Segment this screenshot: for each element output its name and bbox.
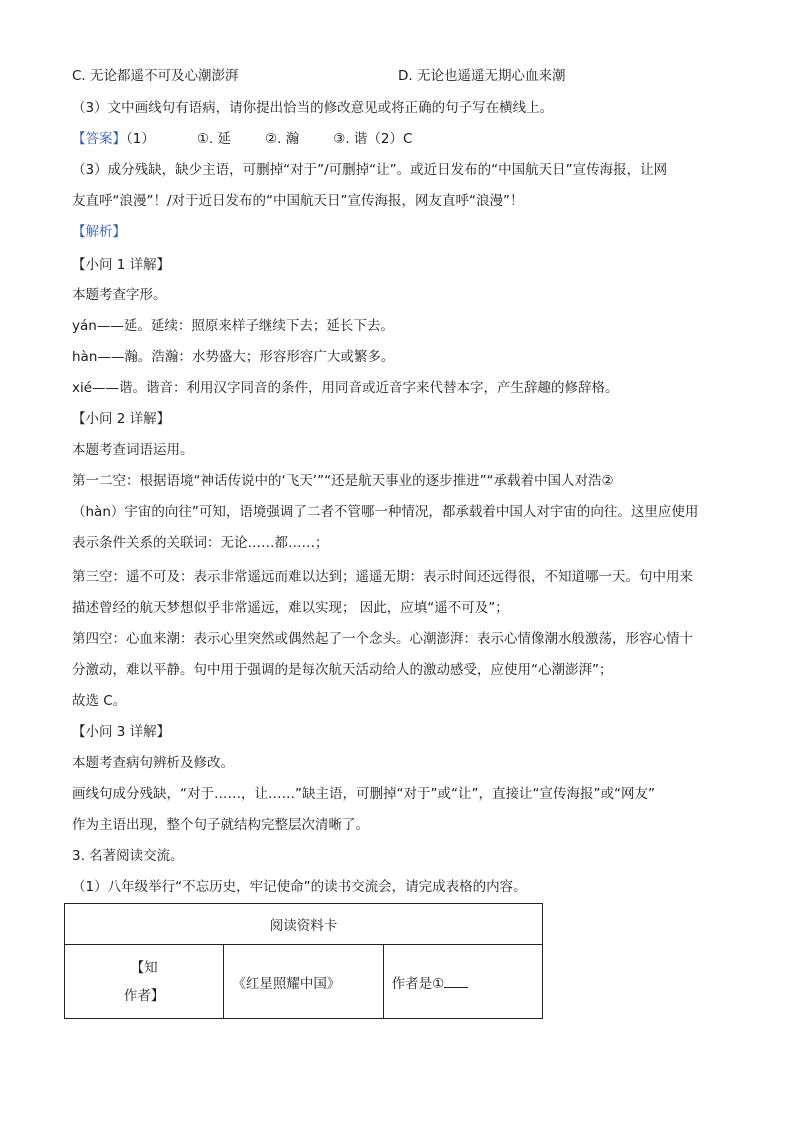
answer-item1: ①. 延 <box>196 131 232 147</box>
q3-section-prompt: （1）八年级举行“不忘历史，牢记使命”的读书交流会，请完成表格的内容。 <box>72 879 527 895</box>
sub3-line: 作为主语出现，整个句子就结构完整层次清晰了。 <box>72 817 369 833</box>
sub1-line: hàn——瀚。浩瀚：水势盛大；形容形容广大或繁多。 <box>72 349 395 365</box>
option-d: D. 无论也遥遥无期心血来潮 <box>398 68 566 84</box>
card-row-label-line1: 【知 <box>130 959 158 976</box>
sub3-line: 本题考查病句辨析及修改。 <box>72 755 234 771</box>
sub1-line: yán——延。延续：照原来样子继续下去；延长下去。 <box>72 318 394 334</box>
card-row-label <box>65 945 224 1019</box>
card-book-title: 《红星照耀中国》 <box>224 945 383 1019</box>
answer-label: 【答案】 <box>72 131 126 147</box>
sub1-line: 本题考查字形。 <box>72 287 167 303</box>
card-author-cell <box>383 945 542 1019</box>
sub2-line: 第一二空：根据语境“神话传说中的‘飞天’”“还是航天事业的逐步推进”“承载着中国人对浩② <box>72 473 614 489</box>
reading-card-table <box>64 903 543 1019</box>
q3-prompt: （3）文中画线句有语病，请你提出恰当的修改意见或将正确的句子写在横线上。 <box>72 100 554 116</box>
sub2-line: （hàn）宇宙的向往”可知，语境强调了二者不管哪一种情况，都承载着中国人对宇宙的向往。这里应使用 <box>72 504 699 520</box>
sub1-heading: 【小问 1 详解】 <box>72 257 171 273</box>
sub2-line: 第三空：遥不可及：表示非常遥远而难以达到；遥遥无期：表示时间还远得很，不知道哪一天。句中用来 <box>72 569 693 585</box>
sub2-line: 第四空：心血来潮：表示心里突然或偶然起了一个念头。心潮澎湃：表示心情像潮水般激荡，形容心情十 <box>72 631 693 647</box>
card-row-label-line2: 作者】 <box>123 987 165 1004</box>
answer-item3: ③. 谐（2）C <box>333 131 413 147</box>
option-c: C. 无论都遥不可及心潮澎湃 <box>72 68 239 84</box>
sub1-line: xié——谐。谐音：利用汉字同音的条件，用同音或近音字来代替本字，产生辞趣的修辞格。 <box>72 380 619 396</box>
q3-section-title: 3. 名著阅读交流。 <box>72 848 184 864</box>
card-title: 阅读资料卡 <box>65 904 543 945</box>
answer-line-3: 友直呼“浪漫”！/对于近日发布的“中国航天日”宣传海报，网友直呼“浪漫”！ <box>72 193 524 209</box>
sub2-line: 表示条件关系的关联词：无论……都……； <box>72 535 329 551</box>
sub3-line: 画线句成分残缺，“对于……，让……”缺主语，可删掉“对于”或“让”，直接让“宣传海报”或“网友” <box>72 786 655 802</box>
analysis-label: 【解析】 <box>72 224 126 240</box>
sub2-line: 本题考查词语运用。 <box>72 442 194 458</box>
card-author-prefix: 作者是① <box>391 975 445 992</box>
answer-line <box>72 129 412 149</box>
sub2-line: 分激动，难以平静。句中用于强调的是每次航天活动给人的激动感受，应使用“心潮澎湃”； <box>72 662 613 678</box>
answer-part1: （1） <box>126 131 155 147</box>
answer-item2: ②. 瀚 <box>265 131 300 147</box>
author-answer-blank[interactable] <box>444 973 468 988</box>
answer-line-2: （3）成分残缺，缺少主语，可删掉“对于”/可删掉“让”。或近日发布的“中国航天日”宣传海报，让网 <box>72 162 668 178</box>
sub2-heading: 【小问 2 详解】 <box>72 411 171 427</box>
sub3-heading: 【小问 3 详解】 <box>72 724 171 740</box>
sub2-line: 描述曾经的航天梦想似乎非常遥远，难以实现； 因此，应填“遥不可及”； <box>72 600 509 616</box>
sub2-line: 故选 C。 <box>72 693 127 709</box>
